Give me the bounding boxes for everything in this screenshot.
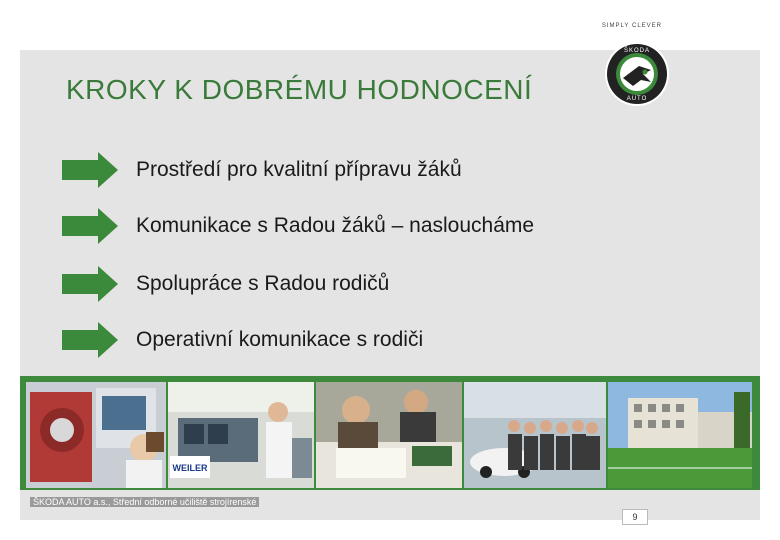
bullet-item	[62, 208, 682, 244]
bullet-text: Operativní komunikace s rodiči	[136, 328, 424, 351]
bullet-item	[62, 266, 682, 302]
arrow-right-icon	[62, 208, 118, 244]
photo-group-with-car	[464, 382, 606, 488]
page-number: 9	[622, 509, 648, 525]
bullet-text: Komunikace s Radou žáků – nasloucháme	[136, 214, 535, 237]
bullet-text: Prostředí pro kvalitní přípravu žáků	[136, 158, 462, 181]
photo-school-building	[608, 382, 752, 488]
photo-workshop	[168, 382, 314, 488]
arrow-right-icon	[62, 266, 118, 302]
slide-title: KROKY K DOBRÉMU HODNOCENÍ	[66, 74, 533, 105]
photo-students-electronics	[316, 382, 462, 488]
photo-cnc-machine	[26, 382, 166, 488]
bullet-item	[62, 152, 682, 188]
svg-text:AUTO: AUTO	[626, 96, 648, 102]
simply-clever-tagline: SIMPLY CLEVER	[601, 23, 662, 29]
bullet-item	[62, 322, 682, 358]
arrow-right-icon	[62, 322, 118, 358]
svg-text:ŠKODA: ŠKODA	[623, 48, 651, 54]
bullet-text: Spolupráce s Radou rodičů	[136, 272, 390, 295]
photo-weiler-label: WEILER	[172, 463, 208, 473]
arrow-right-icon	[62, 152, 118, 188]
footer-text: ŠKODA AUTO a.s., Střední odborné učiliště strojírenské	[30, 497, 259, 507]
skoda-logo-icon	[605, 42, 669, 106]
